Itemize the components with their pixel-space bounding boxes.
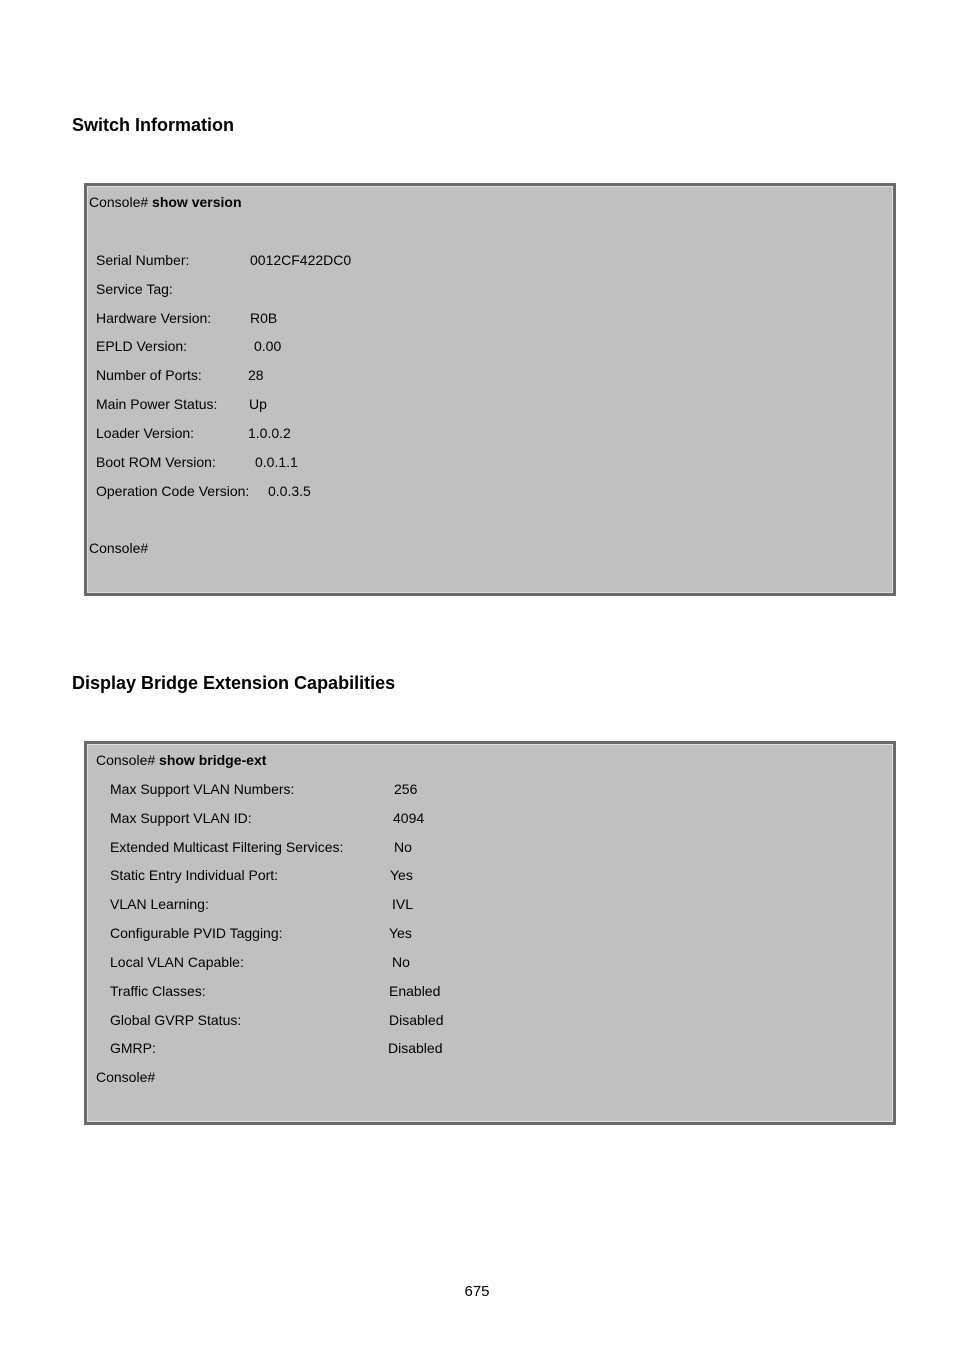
row-value: 28 — [248, 367, 264, 383]
console-prompt: Console# — [96, 752, 156, 768]
row-value: No — [392, 954, 410, 970]
row-label: Configurable PVID Tagging: — [110, 925, 283, 941]
row-label: VLAN Learning: — [110, 896, 209, 912]
row-value: 0012CF422DC0 — [250, 252, 352, 268]
row-value: IVL — [392, 896, 414, 912]
row-value: 0.0.1.1 — [255, 454, 298, 470]
console-output-show-version — [84, 183, 896, 596]
command-line — [96, 751, 266, 769]
row-label: Global GVRP Status: — [110, 1012, 242, 1028]
row-label: Max Support VLAN ID: — [110, 810, 252, 826]
row-label: Traffic Classes: — [110, 983, 206, 999]
row-label: EPLD Version: — [96, 338, 188, 354]
row-value: Disabled — [389, 1012, 444, 1028]
command-text: show version — [152, 194, 242, 210]
row-label: Service Tag: — [96, 281, 173, 297]
row-label: Extended Multicast Filtering Services: — [110, 839, 344, 855]
row-label: Operation Code Version: — [96, 483, 250, 499]
row-value: R0B — [250, 310, 278, 326]
row-label: Number of Ports: — [96, 367, 202, 383]
row-value: 4094 — [393, 810, 425, 826]
row-label: GMRP: — [110, 1040, 156, 1056]
row-label: Boot ROM Version: — [96, 454, 216, 470]
command-line — [89, 193, 242, 211]
row-label: Static Entry Individual Port: — [110, 867, 279, 883]
row-label: Max Support VLAN Numbers: — [110, 781, 295, 797]
console-prompt: Console# — [89, 194, 149, 210]
row-label: Main Power Status: — [96, 396, 218, 412]
row-value: Enabled — [389, 983, 441, 999]
row-value: Yes — [390, 867, 413, 883]
section-title-bridge-extension: Display Bridge Extension Capabilities — [72, 673, 396, 693]
row-label: Hardware Version: — [96, 310, 212, 326]
row-label: Local VLAN Capable: — [110, 954, 244, 970]
row-label: Serial Number: — [96, 252, 190, 268]
page-number: 675 — [464, 1283, 490, 1300]
section-title-switch-information: Switch Information — [72, 115, 234, 135]
row-value: 1.0.0.2 — [248, 425, 291, 441]
row-label: Loader Version: — [96, 425, 195, 441]
row-value: 0.00 — [254, 338, 282, 354]
command-text: show bridge-ext — [159, 752, 267, 768]
row-value: 0.0.3.5 — [268, 483, 311, 499]
row-value: Yes — [389, 925, 412, 941]
console-end-prompt: Console# — [96, 1069, 156, 1085]
row-value: Up — [249, 396, 267, 412]
console-end-prompt: Console# — [89, 540, 149, 556]
row-value: 256 — [394, 781, 418, 797]
console-output-show-bridge-ext — [84, 741, 896, 1125]
row-value: Disabled — [388, 1040, 443, 1056]
row-value: No — [394, 839, 412, 855]
